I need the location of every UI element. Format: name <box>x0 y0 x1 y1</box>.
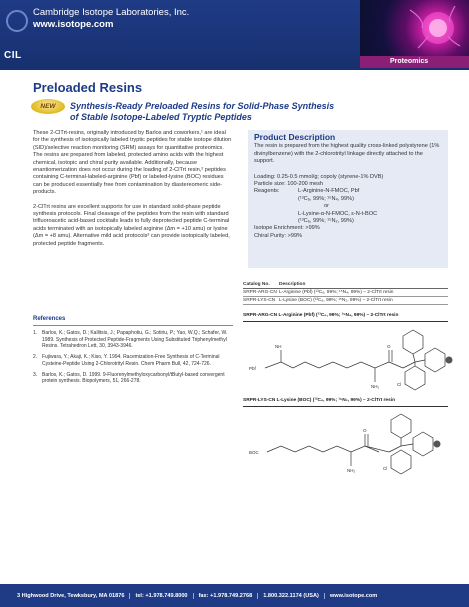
footer-address: 3 Highwood Drive, Tewksbury, MA 01876 <box>12 593 130 599</box>
structure-lys-label: SRPR-LYS-CN L-Lysine (BOC) (¹³C₆, 99%; ¹⁵N₂, 99%) – 2-ClTrt resin <box>243 398 396 403</box>
reagent-or: or <box>324 203 329 210</box>
cl-label: Cl <box>397 382 402 387</box>
catalog-table <box>243 281 448 305</box>
subtitle-line-2: of Stable Isotope-Labeled Tryptic Peptides <box>70 112 252 122</box>
resin-bead-icon <box>446 357 453 364</box>
list-item <box>33 330 233 350</box>
ref-text: Fujiwara, Y.; Akaji, K.; Kiso, Y. 1994. Racemization-Free Synthesis of C-Terminal Cysteine-Peptide Using 2-Chlorotrityl Resin. Chem Pharm Bull, 42, 724-726. <box>42 354 220 367</box>
spec-isotope-enrichment: Isotope Enrichment: >99% <box>254 225 320 232</box>
body-paragraph-2: 2-ClTrt resins are excellent supports for use in standard solid-phase peptide synthesis protocols. Final cleavage of the peptides from the resin with standard trifluoroacetic acid-based cocktails leads to fully deprotected peptide C-terminal acids terminated with an isotopically labeled arginine (Δm = +10 amu) or lysine (Δm = +8 amu). Alternative mild acid protocols³ can provide isotopically labeled, protected peptide fragments. <box>33 203 230 247</box>
body-text <box>33 130 233 255</box>
catalog-no: SRPR-ARG-CN <box>243 290 277 295</box>
references-list <box>33 330 233 389</box>
body-paragraph-1: These 2-ClTrt-resins, originally introduced by Barlos and coworkers,¹ are ideal for the synthesis of isotopically labeled tryptic peptides for stable isotope dilution (SID)/selective reaction monitoring (SRM) assays for quantitative proteomics. The resins are prepared from labeled, protected amino acids with the highest chemical, isotopic and chiral purity available. Additionally, because enantiomerization does not occur during the loading of 2-ClTrt resin,² peptides containing C-terminal-labeled-arginine (Pbf) or labeled-lysine (BOC) residues can be produced essentially free from contamination by diastereomeric side-products. <box>33 130 232 196</box>
reagents-label: Reagents: <box>254 188 280 195</box>
ref-number: 1. <box>33 330 38 336</box>
nh-label: NH <box>275 344 282 349</box>
ref-number: 3. <box>33 371 38 378</box>
ref-text: Barlos, K.; Gatos, D. 1999. 9-Fluorenylmethyloxycarbonyl/tButyl-based convergent protein synthesis. Biopolymers, 51, 266-278. <box>42 371 225 385</box>
ref-text: Barlos, K.; Gatos, D.; Kallitsis, J.; Papaphotiu, G.; Sotiriu, P.; Yao, W.Q.; Schafer, W. 1989. Synthesis of Protected Peptide-Fragments Using Substituted Triphenylmethyl Resins. Tetrahedron Lett, 30, 3943-3946. <box>42 330 228 350</box>
spec-chiral-purity: Chiral Purity: >99% <box>254 232 303 239</box>
page-footer <box>0 584 469 607</box>
lysine-structure <box>243 408 453 478</box>
product-description-box <box>248 130 448 268</box>
nh2-label: NH₂ <box>347 468 356 473</box>
table-row <box>243 289 448 297</box>
subtitle <box>70 101 430 123</box>
footer-fax: fax: +1.978.749.2768 <box>194 593 259 599</box>
cell-illustration <box>360 0 469 56</box>
references-title: References <box>33 316 66 322</box>
cil-logo-mark <box>6 10 28 32</box>
product-title: Product Description <box>254 132 336 142</box>
catalog-no: SRPR-LYS-CN <box>243 298 276 303</box>
o-label: O <box>363 428 367 433</box>
website-link[interactable]: www.isotope.com <box>33 19 114 30</box>
nh2-label: NH₂ <box>371 384 380 389</box>
logo-text: CIL <box>4 50 22 61</box>
footer-tel: tel: +1.978.749.8000 <box>130 593 193 599</box>
spec-particle-size: Particle size: 100-200 mesh <box>254 181 324 188</box>
catalog-header-desc: Description <box>279 282 306 287</box>
structure-arg-label: SRPR-ARG-CN L-Arginine (Pbf) (¹³C₆, 99%; ¹⁵N₄, 99%) – 2-ClTrt resin <box>243 313 399 318</box>
references-divider <box>33 325 233 326</box>
cell-image <box>360 0 469 56</box>
cl-label: Cl <box>383 466 388 471</box>
structure-lys-divider <box>243 406 448 407</box>
footer-web[interactable]: www.isotope.com <box>329 592 378 599</box>
reagent-1: L-Arginine-N-FMOC, Pbf <box>298 188 360 195</box>
spec-reagents <box>254 188 442 195</box>
spec-loading: Loading: 0.25-0.5 mmol/g; copoly (styrene-1% DVB) <box>254 173 384 180</box>
catalog-desc: L-Lysine (BOC) (¹³C₆, 99%; ¹⁵N₂, 99%) – 2-ClTrt resin <box>279 298 393 303</box>
table-row <box>243 297 448 305</box>
arginine-structure <box>243 322 453 392</box>
ref-number: 2. <box>33 354 38 361</box>
reagent-2: L-Lysine-α-N-FMOC, ε-N-t-BOC <box>298 210 378 217</box>
page-header <box>0 0 469 70</box>
pbf-label: Pbf <box>249 366 256 371</box>
section-tab-proteomics: Proteomics <box>360 56 469 68</box>
reagent-1-isotope: (¹³C₆, 99%; ¹⁵N₄, 99%) <box>298 195 354 202</box>
resin-bead-icon <box>434 441 441 448</box>
company-name: Cambridge Isotope Laboratories, Inc. <box>33 7 190 18</box>
new-badge: NEW <box>31 99 65 114</box>
boc-label: BOC <box>249 450 259 455</box>
subtitle-line-1: Synthesis-Ready Preloaded Resins for Solid-Phase Synthesis <box>70 101 335 111</box>
footer-tollfree: 1.800.322.1174 (USA) <box>258 593 325 599</box>
cil-logo <box>4 6 30 61</box>
list-item <box>33 354 233 367</box>
product-description: The resin is prepared from the highest quality cross-linked polystyrene (1% divinylbenzene) with the 2-chlorotrityl linkage directly attached to the support. <box>254 143 440 165</box>
catalog-header-row <box>243 281 448 289</box>
page-title: Preloaded Resins <box>33 80 143 95</box>
reagent-2-isotope: (¹³C₆, 99%; ¹⁵N₂, 99%) <box>298 218 354 225</box>
catalog-desc: L-Arginine (Pbf) (¹³C₆, 99%; ¹⁵N₄, 99%) – 2-ClTrt resin <box>279 290 394 295</box>
list-item <box>33 372 233 385</box>
catalog-header-no: Catalog No. <box>243 282 270 287</box>
o-label: O <box>387 344 391 349</box>
